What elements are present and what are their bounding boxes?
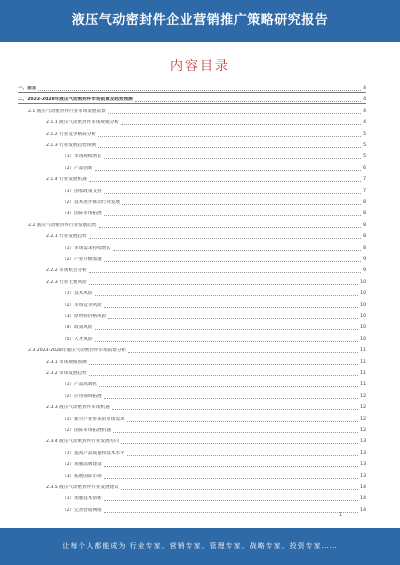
toc-entry[interactable] <box>18 422 366 434</box>
toc-entry-page: 10 <box>360 302 366 308</box>
toc-entry-title: 2.1.3 行业发展趋势预测 <box>46 143 96 148</box>
page-number: 1 <box>339 512 343 518</box>
toc-entry-page: 7 <box>363 177 366 183</box>
toc-entry-page: 8 <box>363 211 366 217</box>
toc-entry[interactable] <box>18 228 366 240</box>
table-of-contents <box>18 80 366 520</box>
toc-entry[interactable] <box>18 137 366 149</box>
toc-entry-title: 一、前言 <box>18 86 37 91</box>
toc-entry-page: 4 <box>363 108 366 114</box>
toc-entry-page: 14 <box>360 485 366 490</box>
toc-entry[interactable] <box>18 376 366 388</box>
toc-entry[interactable] <box>18 251 366 263</box>
toc-entry-title: 2.2.3 行业主要风险 <box>46 279 87 285</box>
toc-entry-title: （2）市场竞争风险 <box>62 302 102 308</box>
toc-entry-title: （5）人才风险 <box>62 336 93 342</box>
toc-entry-title: （2）国际市场拓展机遇 <box>62 428 111 433</box>
toc-entry-page: 5 <box>363 154 366 160</box>
toc-entry[interactable] <box>18 240 366 252</box>
document-title: 液压气动密封件企业营销推广策略研究报告 <box>71 13 329 28</box>
toc-entry-title: 2.1.1 液压气动密封件市场规模分析 <box>46 120 119 126</box>
toc-entry[interactable] <box>18 183 366 195</box>
toc-entry[interactable] <box>18 308 366 320</box>
toc-entry[interactable] <box>18 399 366 411</box>
toc-entry-title: （4）政策风险 <box>62 325 93 331</box>
toc-entry-title: 2.3.5 液压气动密封件行业发展建议 <box>46 485 119 490</box>
toc-entry-page: 5 <box>363 131 366 137</box>
toc-entry-title: 2.3.3 液压气动密封件市场机遇 <box>46 405 110 411</box>
toc-entry-title: 2.3.1 市场规模预测 <box>46 359 87 365</box>
toc-entry[interactable] <box>18 171 366 183</box>
toc-entry[interactable] <box>18 274 366 286</box>
toc-leader-dots <box>104 511 358 513</box>
footer-bar <box>0 528 400 565</box>
toc-entry-title: （3）原材料价格风险 <box>62 314 107 319</box>
toc-entry-page: 9 <box>363 257 366 262</box>
toc-entry[interactable] <box>18 262 366 274</box>
toc-entry[interactable] <box>18 411 366 423</box>
toc-entry-page: 10 <box>360 279 366 285</box>
toc-entry[interactable] <box>18 319 366 331</box>
toc-entry[interactable] <box>18 479 366 491</box>
toc-entry[interactable] <box>18 217 366 229</box>
toc-entry-page: 4 <box>363 120 366 126</box>
toc-entry-page: 14 <box>360 507 366 513</box>
toc-entry[interactable] <box>18 194 366 206</box>
toc-entry[interactable] <box>18 126 366 138</box>
toc-entry-title: 二、2023-2028年液压气动密封件市场前景及趋势预测 <box>18 97 133 103</box>
toc-entry[interactable] <box>18 80 366 92</box>
toc-entry[interactable] <box>18 205 366 217</box>
toc-entry[interactable] <box>18 342 366 354</box>
toc-entry-title: （2）技术进步推动行业发展 <box>62 200 121 205</box>
toc-heading: 内容目录 <box>169 59 230 74</box>
toc-entry[interactable] <box>18 468 366 480</box>
toc-entry-page: 12 <box>360 416 366 422</box>
toc-entry-title: 2.2.2 市场机会分析 <box>46 268 87 274</box>
toc-entry-page: 8 <box>363 245 366 251</box>
toc-entry-title: 2.3.2 市场发展趋势 <box>46 371 87 376</box>
toc-entry-page: 14 <box>360 496 366 502</box>
toc-entry-page: 12 <box>360 405 366 411</box>
toc-entry-title: （3）拓展国际市场 <box>62 473 102 479</box>
toc-entry-title: （3）国际市场拓展 <box>62 211 102 217</box>
toc-entry[interactable] <box>18 445 366 457</box>
toc-entry-title: 2.1 液压气动密封件行业市场发展前景 <box>28 108 106 114</box>
toc-entry[interactable] <box>18 365 366 377</box>
toc-entry-page: 8 <box>363 222 366 228</box>
toc-entry-title: （1）市场需求持续增长 <box>62 245 111 251</box>
toc-entry-page: 5 <box>363 143 366 148</box>
toc-entry[interactable] <box>18 354 366 366</box>
toc-entry-title: （1）新兴产业带来的市场需求 <box>62 416 125 422</box>
header-bar <box>0 0 400 42</box>
toc-entry[interactable] <box>18 297 366 309</box>
toc-entry[interactable] <box>18 456 366 468</box>
toc-entry-page: 7 <box>363 188 366 194</box>
toc-entry-title: （1）市场规模增长 <box>62 154 102 160</box>
toc-entry-title: 2.1.4 行业发展机遇 <box>46 177 87 183</box>
toc-entry-title: （1）产品高端化 <box>62 382 98 388</box>
toc-entry[interactable] <box>18 160 366 172</box>
toc-entry-page: 4 <box>363 86 366 91</box>
toc-entry[interactable] <box>18 388 366 400</box>
toc-entry-page: 8 <box>363 200 366 205</box>
toc-entry-title: （1）国家政策支持 <box>62 188 102 194</box>
toc-entry[interactable] <box>18 114 366 126</box>
toc-entry-title: （2）加强品牌建设 <box>62 462 102 468</box>
toc-entry-page: 13 <box>360 439 366 445</box>
toc-entry-title: （1）技术风险 <box>62 291 93 297</box>
toc-entry-page: 10 <box>360 336 366 342</box>
toc-entry[interactable] <box>18 502 366 514</box>
toc-entry[interactable] <box>18 91 366 103</box>
toc-entry-page: 4 <box>363 97 366 103</box>
toc-entry-page: 13 <box>360 450 366 456</box>
toc-entry-page: 13 <box>360 473 366 479</box>
toc-entry[interactable] <box>18 285 366 297</box>
toc-entry[interactable] <box>18 148 366 160</box>
toc-entry-page: 10 <box>360 291 366 297</box>
toc-entry-page: 11 <box>360 382 366 388</box>
toc-entry-page: 9 <box>363 268 366 274</box>
toc-entry[interactable] <box>18 331 366 343</box>
toc-entry-title: （2）产业升级加速 <box>62 257 102 262</box>
toc-entry-page: 11 <box>360 359 366 365</box>
toc-entry-title: （2）应用领域拓展 <box>62 393 102 399</box>
toc-entry-title: （2）完善营销网络 <box>62 507 102 513</box>
toc-entry[interactable] <box>18 433 366 445</box>
footer-slogan: 让每个人都能成为 行业专家、营销专家、管理专家、战略专家、投资专家…… <box>62 542 338 550</box>
toc-entry-title: （1）加强技术创新 <box>62 496 102 502</box>
toc-entry-page: 12 <box>360 428 366 433</box>
toc-entry-title: 2.3.4 液压气动密封件行业发展方向 <box>46 439 119 445</box>
toc-entry-page: 11 <box>360 371 366 376</box>
toc-entry-title: 2.2 液压气动密封件行业发展趋势 <box>28 222 97 228</box>
toc-entry-title: 2.2.1 行业发展趋势 <box>46 234 87 240</box>
toc-entry-page: 10 <box>360 325 366 331</box>
toc-entry-title: 2.1.2 行业竞争格局分析 <box>46 131 96 137</box>
toc-entry-page: 11 <box>360 348 366 354</box>
toc-entry-page: 10 <box>360 314 366 319</box>
toc-entry-title: （2）产品创新 <box>62 165 93 171</box>
toc-entry-page: 12 <box>360 393 366 399</box>
toc-entry-page: 6 <box>363 165 366 171</box>
toc-entry[interactable] <box>18 103 366 115</box>
toc-entry[interactable] <box>18 490 366 502</box>
toc-entry-page: 8 <box>363 234 366 240</box>
toc-entry-page: 13 <box>360 462 366 468</box>
toc-entry-title: （1）提高产品质量和技术水平 <box>62 450 125 456</box>
toc-entry-title: 2.3 2023-2028年液压气动密封件市场前景分析 <box>28 348 127 354</box>
